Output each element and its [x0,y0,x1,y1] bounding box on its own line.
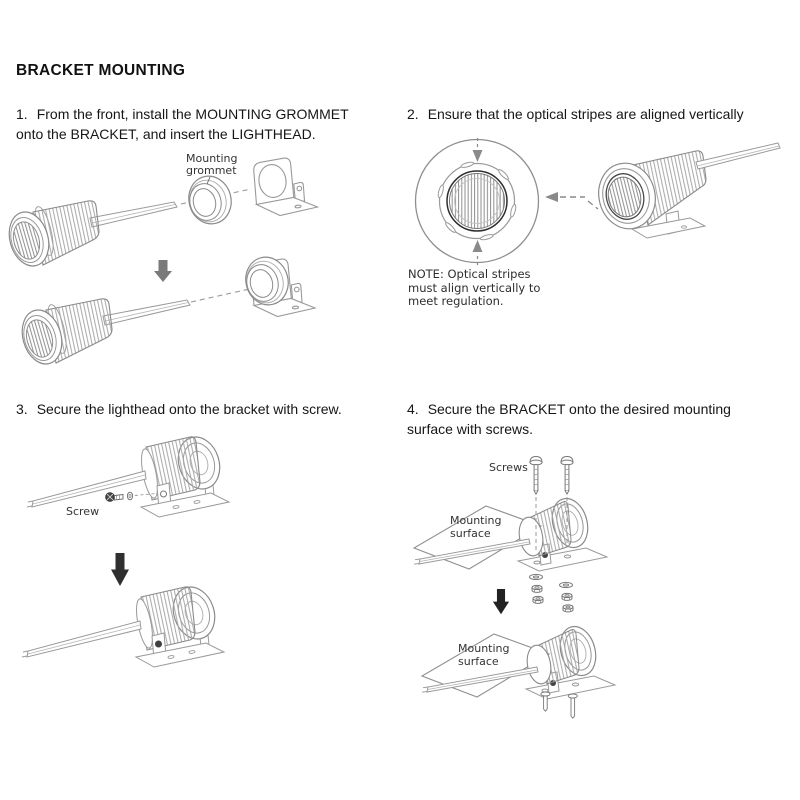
screw-and-washer [106,492,156,501]
step-number: 3. [16,401,28,417]
assembled-unit-front-view [592,143,780,238]
step-number: 2. [407,106,419,122]
screw-icon [561,457,573,495]
installed-screw-head [155,641,162,648]
mounting-grommet-label-line1: Mounting [186,152,238,165]
note-line: meet regulation. [408,294,504,308]
step-line: onto the BRACKET, and insert the LIGHTHEAD. [16,126,316,142]
mounting-grommet-label-line2: grommet [186,164,237,177]
step-number: 1. [16,106,28,122]
secured-mounted-unit [422,622,615,718]
leader-arrow [545,192,598,209]
step1-diagram [3,152,317,369]
exploded-view [3,152,317,271]
screws-label: Screws [489,461,528,474]
step3-diagram [22,432,229,667]
fasteners-group [530,574,574,612]
screw-label: Screw [66,505,100,518]
step-line: Ensure that the optical stripes are aligned vertically [427,106,744,122]
note-line: must align vertically to [408,280,541,295]
note-line: NOTE: Optical stripes [408,267,531,281]
down-arrow-icon [493,589,509,614]
washer-icon [127,492,132,500]
screw-icon [530,457,542,495]
step-line: From the front, install the MOUNTING GROMMET [36,106,349,122]
assembly-dashed-line [191,288,254,302]
step-line: Secure the lighthead onto the bracket with screw. [36,401,342,417]
step-number: 4. [407,401,419,417]
step-line: surface with screws. [407,421,534,437]
down-arrow-icon [111,553,129,586]
secured-unit [22,582,224,667]
step-line: Secure the BRACKET onto the desired mounting [427,401,731,417]
left-arrow-icon [545,192,558,202]
page-title: BRACKET MOUNTING [16,62,186,79]
down-arrow-icon [154,260,172,282]
step4-diagram [414,457,615,719]
step2-diagram [416,138,781,266]
